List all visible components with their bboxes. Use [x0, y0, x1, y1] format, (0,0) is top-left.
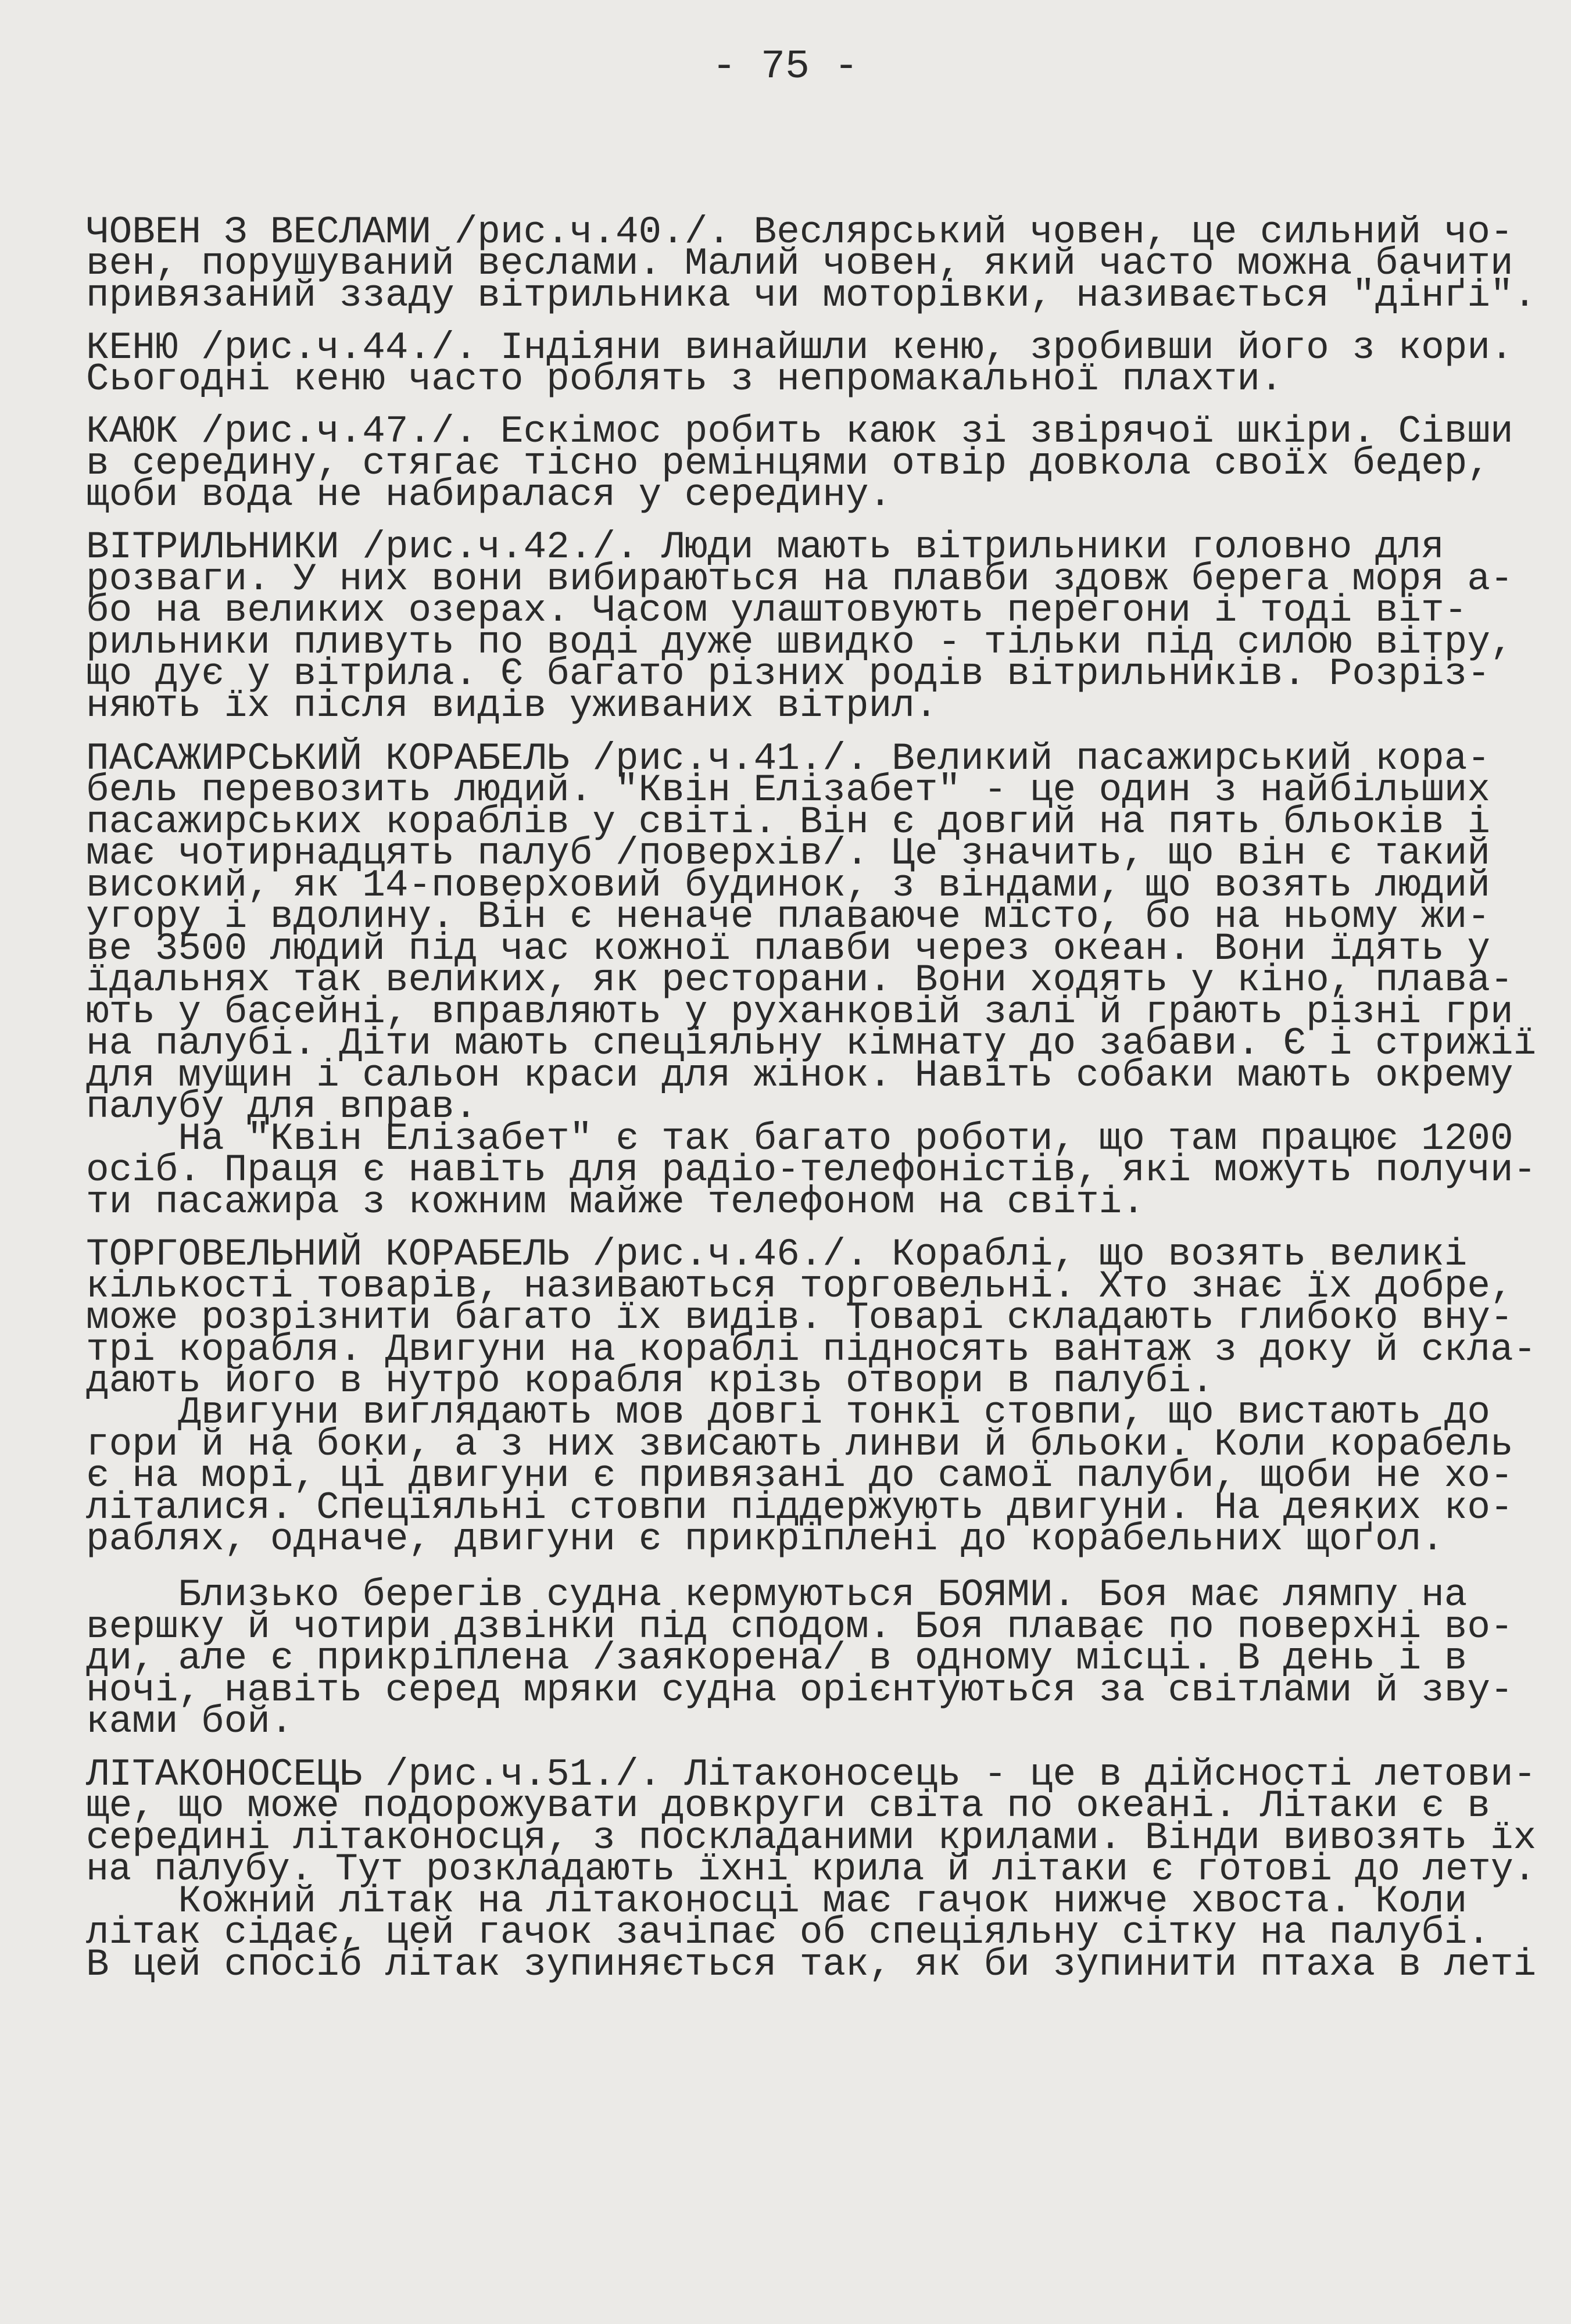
text-line: вершку й чотири дзвінки під сподом. Боя плаває по поверхні во- [86, 1605, 1513, 1649]
text-line: ночі, навіть серед мряки судна орієнтуються за світлами й зву- [86, 1668, 1513, 1712]
text-line: привязаний ззаду вітрильника чи моторівки, називається "дінґі". [86, 274, 1537, 317]
text-line: ЛІТАКОНОСЕЦЬ /рис.ч.51./. Літаконосець - це в дійсності летови- [86, 1753, 1537, 1796]
text-line: бель перевозить людий. "Квін Елізабет" - це один з найбільших [86, 768, 1490, 812]
text-line: КАЮК /рис.ч.47./. Ескімос робить каюк зі звірячої шкіри. Сівши [86, 410, 1513, 453]
text-line: осіб. Праця є навіть для радіо-телефоністів, які можуть получи- [86, 1148, 1537, 1192]
text-line: середині літаконосця, з поскладаними крилами. Вінди вивозять їх [86, 1816, 1537, 1860]
text-line: Двигуни виглядають мов довгі тонкі стовпи, що вистають до [86, 1391, 1490, 1434]
text-line: що дує у вітрила. Є багато різних родів вітрильників. Розріз- [86, 652, 1490, 696]
text-line: ками бой. [86, 1700, 294, 1743]
text-line: в середину, стягає тісно ремінцями отвір довкола своїх бедер, [86, 442, 1490, 485]
text-line: високий, як 14-поверховий будинок, з віндами, що возять людий [86, 864, 1490, 907]
text-line: ди, але є прикріплена /заякорена/ в одному місці. В день і в [86, 1637, 1468, 1680]
text-line: КЕНЮ /рис.ч.44./. Індіяни винайшли кеню, зробивши його з кори. [86, 326, 1513, 370]
text-line: рильники пливуть по воді дуже швидко - тільки під силою вітру, [86, 621, 1513, 664]
text-line: кількості товарів, називаються торговельні. Хто знає їх добре, [86, 1265, 1513, 1308]
text-line: вен, порушуваний веслами. Малий човен, який часто можна бачити [86, 242, 1513, 285]
text-line: трі корабля. Двигуни на кораблі підносять вантаж з доку й скла- [86, 1328, 1537, 1372]
text-line: Кожний літак на літаконосці має гачок нижче хвоста. Коли [86, 1879, 1468, 1923]
text-line: щоби вода не набиралася у середину. [86, 473, 892, 517]
text-line: дають його в нутро корабля крізь отвори в палубі. [86, 1359, 1214, 1403]
text-line: для мущин і сальон краси для жінок. Навіть собаки мають окрему [86, 1054, 1513, 1097]
text-line: палубу для вправ. [86, 1085, 478, 1129]
text-line: є на морі, ці двигуни є привязані до самої палуби, щоби не хо- [86, 1454, 1513, 1498]
text-line: ти пасажира з кожним майже телефоном на світі. [86, 1180, 1145, 1224]
text-line: Сьогодні кеню часто роблять з непромакальної плахти. [86, 357, 1283, 401]
text-line: ПАСАЖИРСЬКИЙ КОРАБЕЛЬ /рис.ч.41./. Великий пасажирський кора- [86, 737, 1490, 780]
text-line: ВІТРИЛЬНИКИ /рис.ч.42./. Люди мають вітрильники головно для [86, 525, 1444, 569]
text-line: на палубі. Діти мають спеціяльну кімнату до забави. Є і стрижії [86, 1022, 1537, 1065]
text-line: бо на великих озерах. Часом улаштовують перегони і тоді віт- [86, 589, 1468, 632]
text-line: угору і вдолину. Він є неначе плаваюче місто, бо на ньому жи- [86, 895, 1490, 939]
text-line: може розрізнити багато їх видів. Товарі складають глибоко вну- [86, 1296, 1513, 1340]
text-line: В цей спосіб літак зупиняється так, як би зупинити птаха в леті [86, 1943, 1537, 1986]
text-line: пасажирських кораблів у світі. Він є довгий на пять бльоків і [86, 800, 1490, 844]
text-line: няють їх після видів уживаних вітрил. [86, 684, 938, 728]
text-line: ють у басейні, вправляють у руханковій залі й грають різні гри [86, 990, 1513, 1034]
page-number: - 75 - [712, 44, 859, 90]
text-line: літалися. Спеціяльні стовпи піддержують двигуни. На деяких ко- [86, 1486, 1513, 1530]
text-line: раблях, одначе, двигуни є прикріплені до корабельних щоґол. [86, 1517, 1444, 1561]
text-line: їдальнях так великих, як ресторани. Вони ходять у кіно, плава- [86, 958, 1513, 1002]
text-line: розваги. У них вони вибираються на плавби здовж берега моря а- [86, 557, 1513, 601]
text-line: На "Квін Елізабет" є так багато роботи, що там працює 1200 [86, 1117, 1513, 1161]
text-line: Близько берегів судна кермуються БОЯМИ. Боя має лямпу на [86, 1573, 1468, 1617]
text-line: ще, що може подорожувати довкруги світа по океані. Літаки є в [86, 1784, 1490, 1828]
text-line: ТОРГОВЕЛЬНИЙ КОРАБЕЛЬ /рис.ч.46./. Кораблі, що возять великі [86, 1233, 1468, 1276]
text-line: літак сідає, цей гачок зачіпає об спеціяльну сітку на палубі. [86, 1911, 1490, 1954]
text-line: має чотирнадцять палуб /поверхів/. Це значить, що він є такий [86, 832, 1490, 875]
text-line: на палубу. Тут розкладають їхні крила й літаки є готові до лету. [86, 1847, 1536, 1891]
text-line: ЧОВЕН З ВЕСЛАМИ /рис.ч.40./. Веслярський човен, це сильний чо- [86, 210, 1513, 254]
text-line: гори й на боки, а з них звисають линви й бльоки. Коли корабель [86, 1423, 1513, 1466]
text-line: ве 3500 людий під час кожної плавби через океан. Вони їдять у [86, 927, 1490, 971]
